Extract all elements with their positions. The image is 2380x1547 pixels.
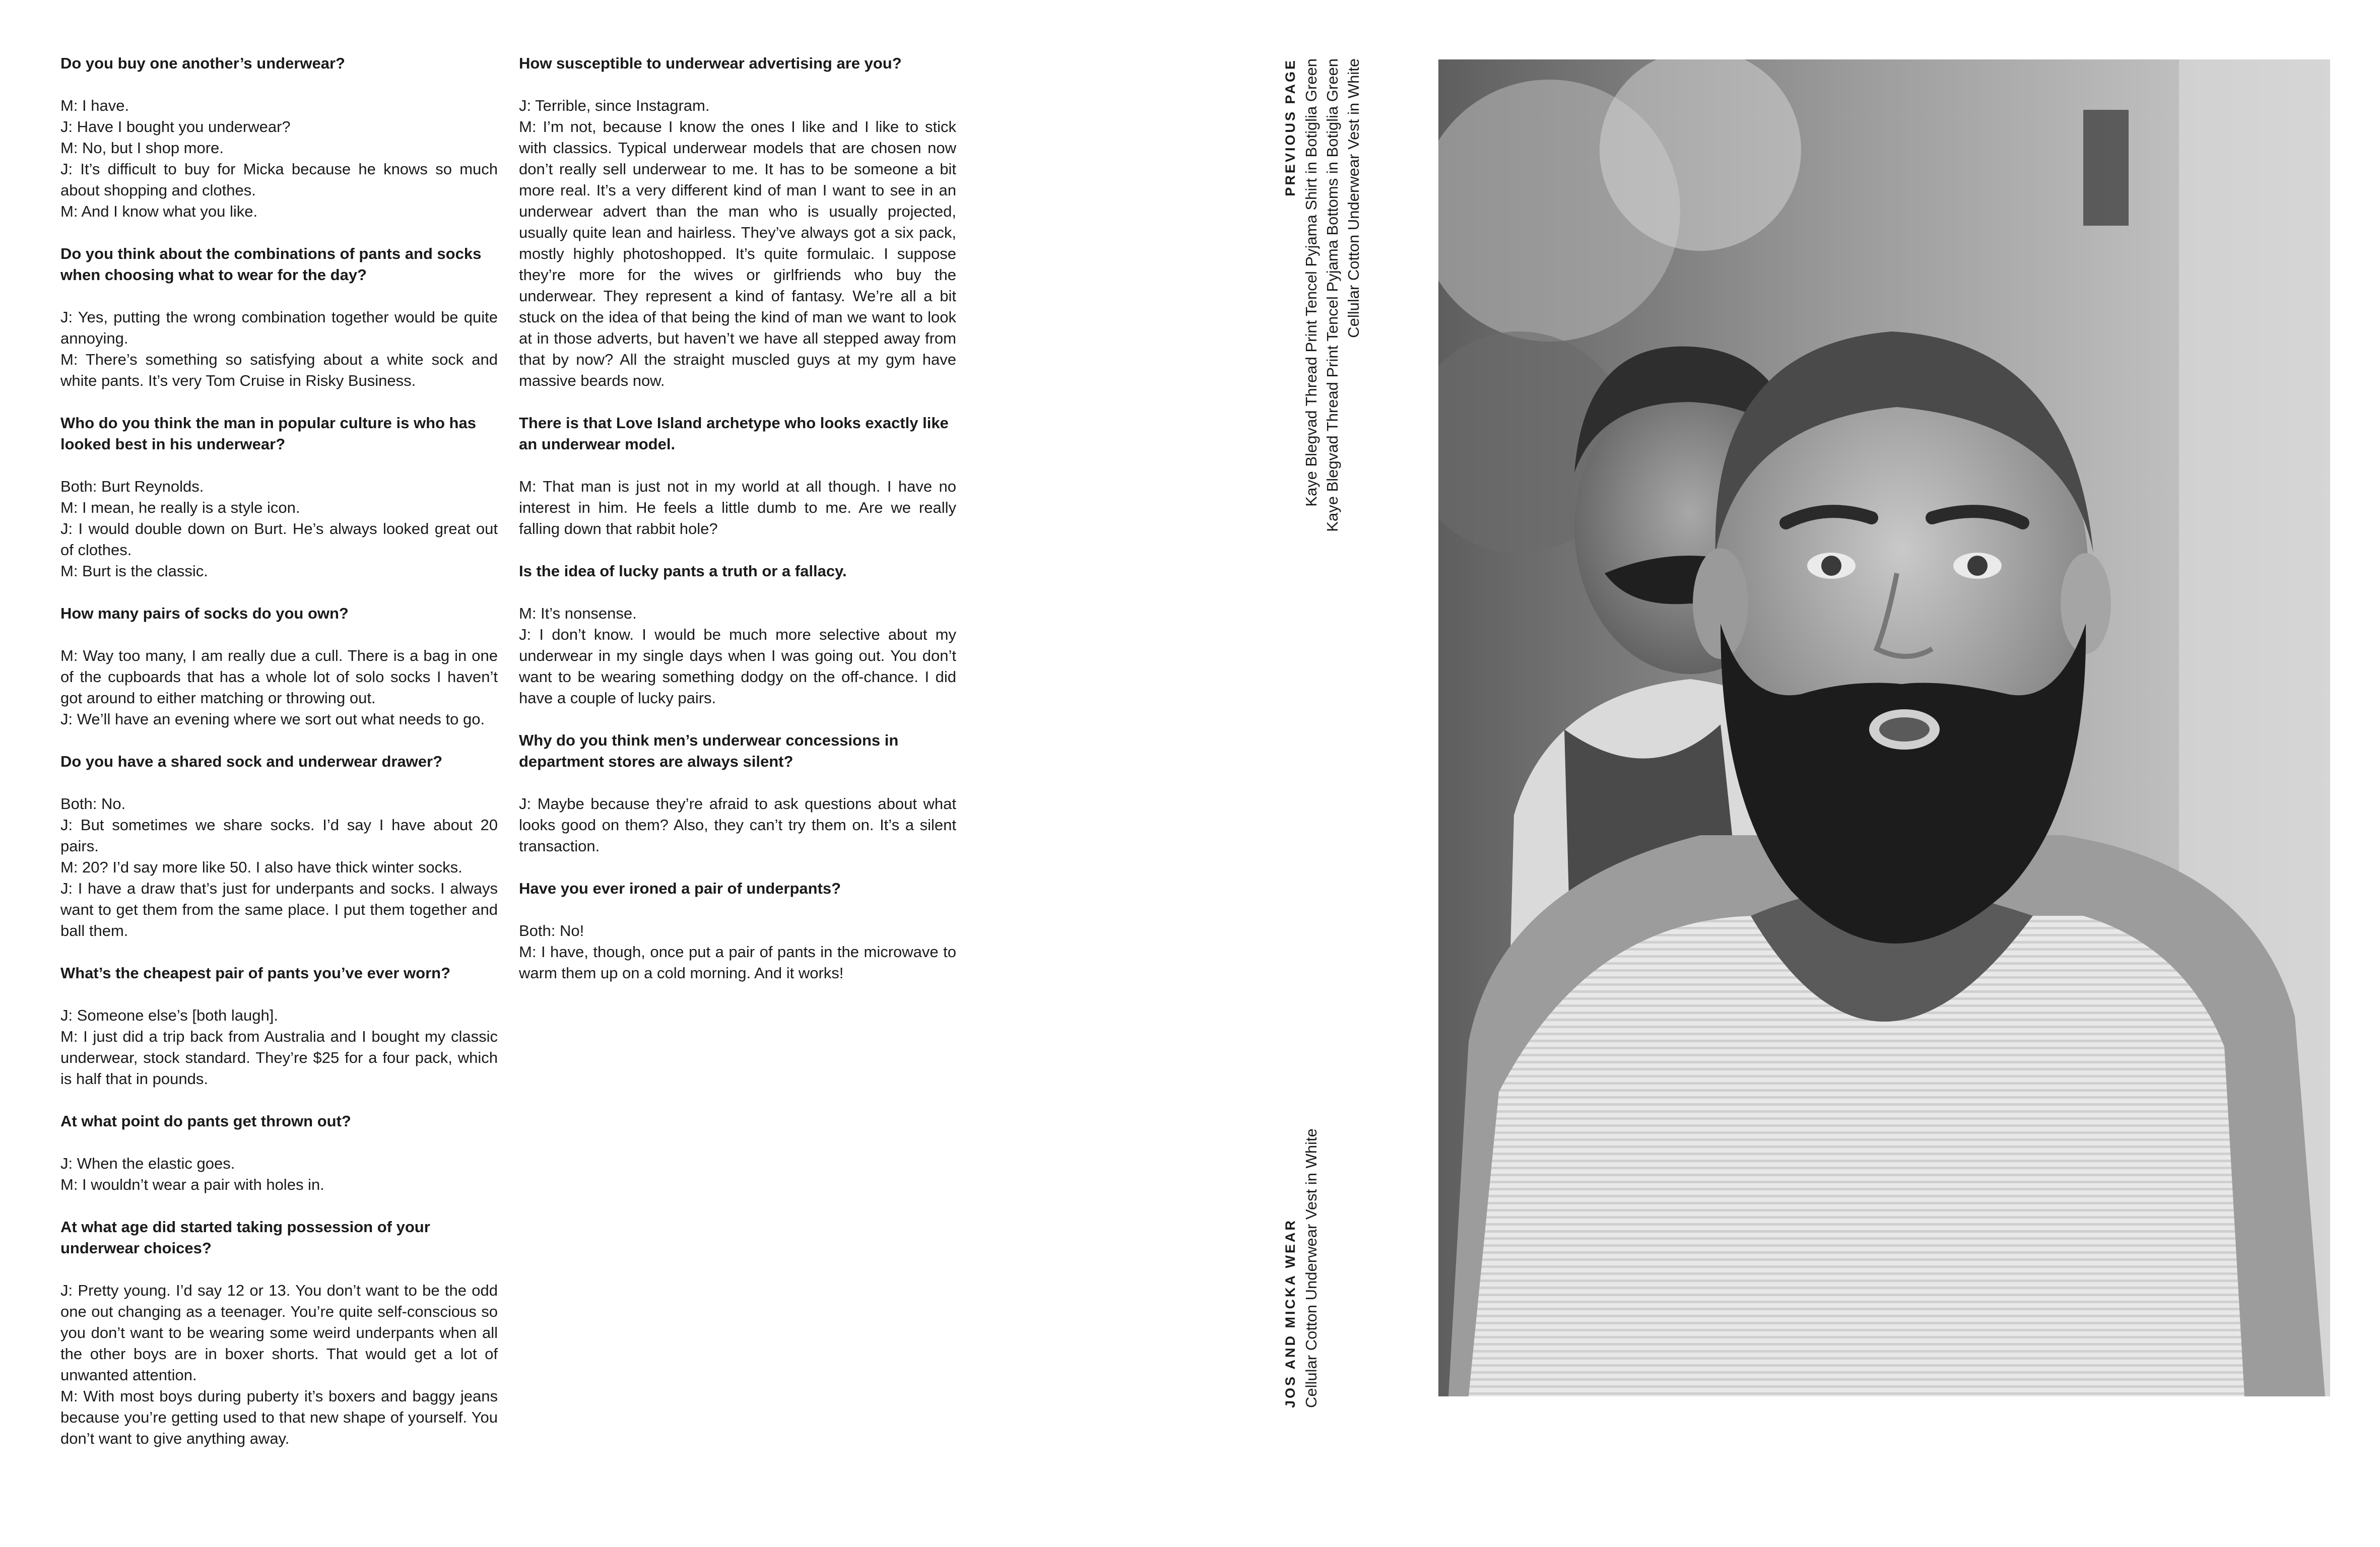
answer: M: That man is just not in my world at all though. I have no interest in him. He feels a little dumb to me. Are we really falling down that rabbit hole? bbox=[519, 478, 956, 537]
question: How susceptible to underwear advertising are you? bbox=[519, 54, 902, 72]
question: Who do you think the man in popular culture is who has looked best in his underwear? bbox=[60, 414, 476, 453]
qa-block bbox=[519, 878, 956, 984]
caption-line: Cellular Cotton Underwear Vest in White bbox=[1345, 58, 1362, 338]
question: There is that Love Island archetype who looks exactly like an underwear model. bbox=[519, 414, 949, 453]
answer: Both: Burt Reynolds. M: I mean, he really is a style icon. J: I would double down on Burt. He’s always looked great out of clothes. M: Burt is the classic. bbox=[60, 478, 498, 580]
qa-block bbox=[60, 603, 498, 730]
question: Do you have a shared sock and underwear drawer? bbox=[60, 753, 443, 770]
qa-block bbox=[60, 1111, 498, 1195]
answer: M: I have. J: Have I bought you underwear? M: No, but I shop more. J: It’s difficult to buy for Micka because he knows so much about shopping and clothes. M: And I know what you like. bbox=[60, 97, 498, 220]
question: Why do you think men’s underwear concessions in department stores are always silent? bbox=[519, 731, 899, 770]
qa-block bbox=[60, 413, 498, 582]
answer: M: Way too many, I am really due a cull. There is a bag in one of the cupboards that has a whole lot of solo socks I haven’t got around to either matching or throwing out. J: We’ll have an evening where we sort out what needs to go. bbox=[60, 647, 498, 728]
qa-block bbox=[60, 243, 498, 391]
caption-line: Kaye Blegvad Thread Print Tencel Pyjama Shirt in Botiglia Green bbox=[1302, 58, 1320, 507]
question: At what age did started taking possession of your underwear choices? bbox=[60, 1218, 430, 1257]
question: Is the idea of lucky pants a truth or a fallacy. bbox=[519, 562, 847, 580]
answer: J: Terrible, since Instagram. M: I’m not, because I know the ones I like and I like to stick with classics. Typical underwear models that are chosen now don’t really sell underwear to me. It has to be someone a bit more real. It’s a very different kind of man I want to see in an underwear advert than the man who is usually projected, usually quite lean and hairless. They’ve always got a six pack, mostly highly photoshopped. It’s quite formulaic. I suppose they’re more for the wives or girlfriends who buy the underwear. They represent a kind of fantasy. We’re all a bit stuck on the idea of that being the kind of man we want to look at in those adverts, but haven’t we have all stepped away from that by now? All the straight muscled guys at my gym have massive beards now. bbox=[519, 97, 956, 389]
caption-heading: PREVIOUS PAGE bbox=[1283, 58, 1298, 196]
caption-line: Cellular Cotton Underwear Vest in White bbox=[1302, 1128, 1320, 1408]
qa-block bbox=[519, 561, 956, 709]
answer: J: Maybe because they’re afraid to ask questions about what looks good on them? Also, they can’t try them on. It’s a silent transaction. bbox=[519, 795, 956, 855]
answer: J: Yes, putting the wrong combination together would be quite annoying. M: There’s something so satisfying about a white sock and white pants. It’s very Tom Cruise in Risky Business. bbox=[60, 308, 498, 389]
interview-column-left bbox=[60, 53, 498, 1470]
question: How many pairs of socks do you own? bbox=[60, 604, 349, 622]
question: What’s the cheapest pair of pants you’ve ever worn? bbox=[60, 964, 451, 982]
caption-heading: JOS AND MICKA WEAR bbox=[1283, 1218, 1298, 1408]
question: At what point do pants get thrown out? bbox=[60, 1112, 351, 1130]
portrait-photo bbox=[1438, 59, 2330, 1396]
question: Do you buy one another’s underwear? bbox=[60, 54, 345, 72]
qa-block bbox=[60, 1217, 498, 1449]
answer: M: It’s nonsense. J: I don’t know. I would be much more selective about my underwear in my single days when I was going out. You don’t want to be wearing something dodgy on the off-chance. I did have a couple of lucky pairs. bbox=[519, 604, 956, 707]
qa-block bbox=[60, 963, 498, 1090]
qa-block bbox=[519, 730, 956, 857]
answer: Both: No! M: I have, though, once put a pair of pants in the microwave to warm them up on a cold morning. And it works! bbox=[519, 922, 956, 982]
qa-block bbox=[519, 53, 956, 391]
caption-wear bbox=[1280, 1081, 1322, 1408]
caption-line: Kaye Blegvad Thread Print Tencel Pyjama Bottoms in Botiglia Green bbox=[1324, 58, 1341, 532]
interview-column-right bbox=[519, 53, 956, 1005]
question: Do you think about the combinations of pants and socks when choosing what to wear for the day? bbox=[60, 245, 482, 284]
answer: Both: No. J: But sometimes we share socks. I’d say I have about 20 pairs. M: 20? I’d say more like 50. I also have thick winter socks. J: I have a draw that’s just for underpants and socks. I always want to get them from the same place. I put them together and ball them. bbox=[60, 795, 498, 939]
answer: J: When the elastic goes. M: I wouldn’t wear a pair with holes in. bbox=[60, 1155, 324, 1193]
caption-previous-page bbox=[1280, 58, 1364, 589]
qa-block bbox=[60, 751, 498, 941]
portrait-illustration bbox=[1438, 59, 2330, 1396]
question: Have you ever ironed a pair of underpants? bbox=[519, 880, 841, 897]
qa-block bbox=[519, 413, 956, 540]
answer: J: Pretty young. I’d say 12 or 13. You don’t want to be the odd one out changing as a teenager. You’re quite self-conscious so you don’t want to be wearing some weird underpants when all the other boys are in boxer shorts. That would get a lot of unwanted attention. M: With most boys during puberty it’s boxers and baggy jeans because you’re getting used to that new shape of yourself. You don’t want to give anything away. bbox=[60, 1282, 498, 1447]
qa-block bbox=[60, 53, 498, 222]
answer: J: Someone else’s [both laugh]. M: I just did a trip back from Australia and I bought my classic underwear, stock standard. They’re $25 for a four pack, which is half that in pounds. bbox=[60, 1006, 498, 1088]
